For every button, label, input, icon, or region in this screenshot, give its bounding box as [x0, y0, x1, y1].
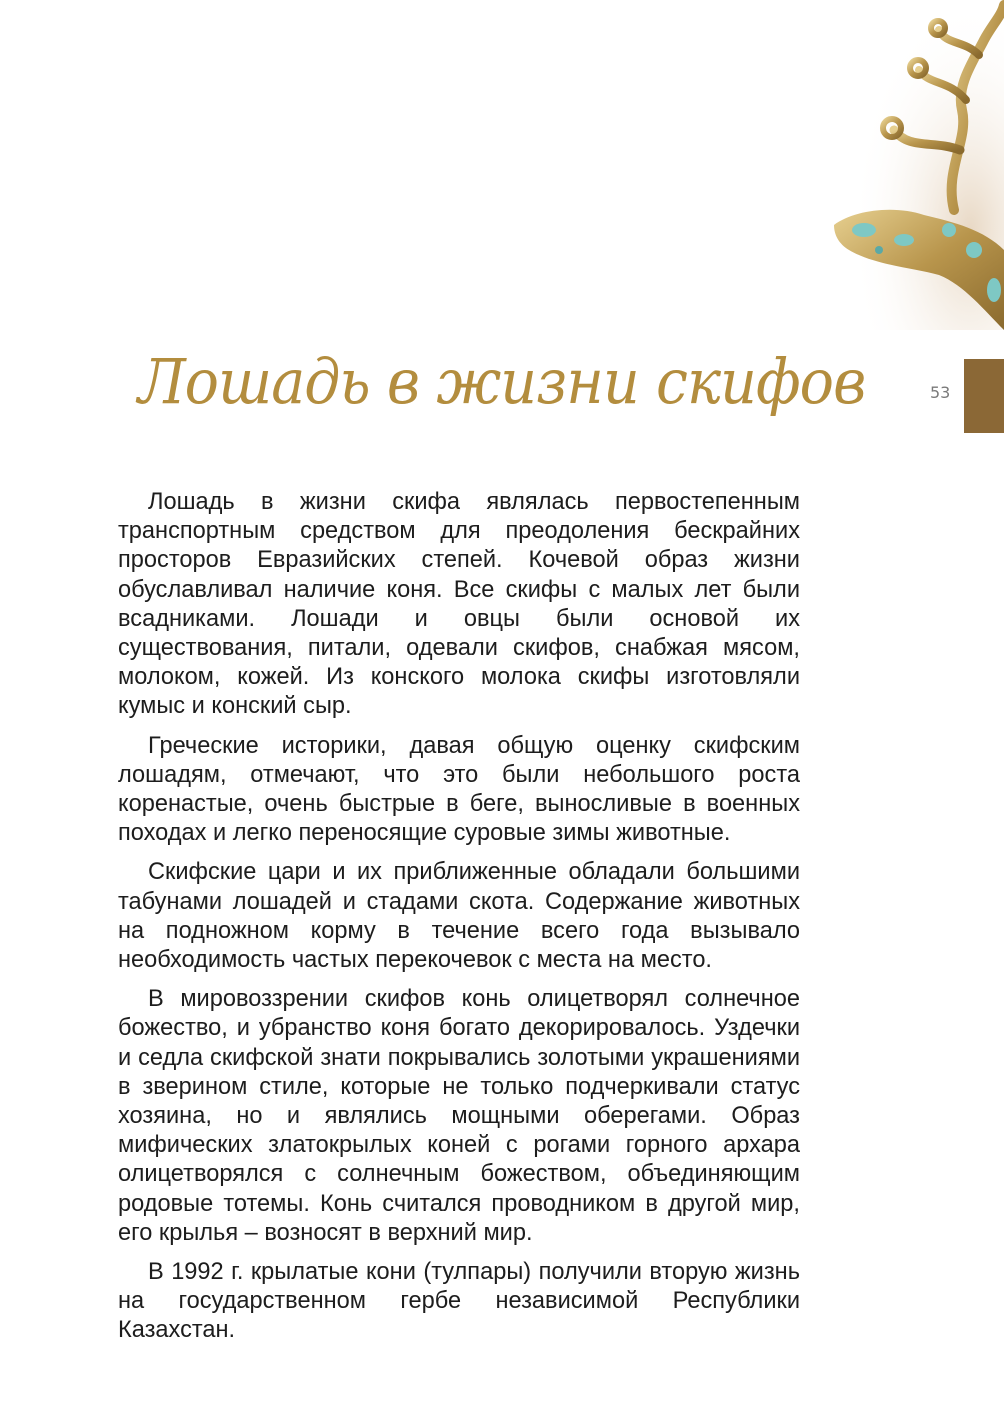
- article-body: [118, 488, 800, 1356]
- paragraph: Скифские цари и их приближенные обладали большими табунами лошадей и стадами скота. Содержание животных на подножном корму в течение всего года вызывало необходимость частых перекочевок с места на место.: [118, 859, 800, 974]
- page-number: 53: [930, 383, 951, 402]
- paragraph: В мировоззрении скифов конь олицетворял солнечное божество, и убранство коня богато декорировалось. Уздечки и седла скифской знати покрывались золотыми украшениями в зверином стиле, которые не только подчеркивали статус хозяина, но и являлись мощными оберегами. Образ мифических златокрылых коней с рогами горного архара олицетворялся с солнечным божеством, объединяющим родовые тотемы. Конь считался проводником в другой мир, его крылья – возносят в верхний мир.: [118, 986, 800, 1246]
- page-title: Лошадь в жизни скифов: [138, 345, 866, 418]
- paragraph: Греческие историки, давая общую оценку скифским лошадям, отмечают, что это были небольшого роста коренастые, очень быстрые в беге, выносливые в военных походах и легко переносящие суровые зимы животные.: [118, 732, 800, 847]
- golden-deer-ornament-icon: [834, 0, 1004, 330]
- paragraph: В 1992 г. крылатые кони (тулпары) получили вторую жизнь на государственном гербе независимой Республики Казахстан.: [118, 1259, 800, 1344]
- page-edge-tab: [964, 359, 1004, 433]
- paragraph: Лошадь в жизни скифа являлась первостепенным транспортным средством для преодоления бескрайних просторов Евразийских степей. Кочевой образ жизни обуславливал наличие коня. Все скифы с малых лет были всадниками. Лошади и овцы были основой их существования, питали, одевали скифов, снабжая мясом, молоком, кожей. Из конского молока скифы изготовляли кумыс и конский сыр.: [118, 489, 800, 720]
